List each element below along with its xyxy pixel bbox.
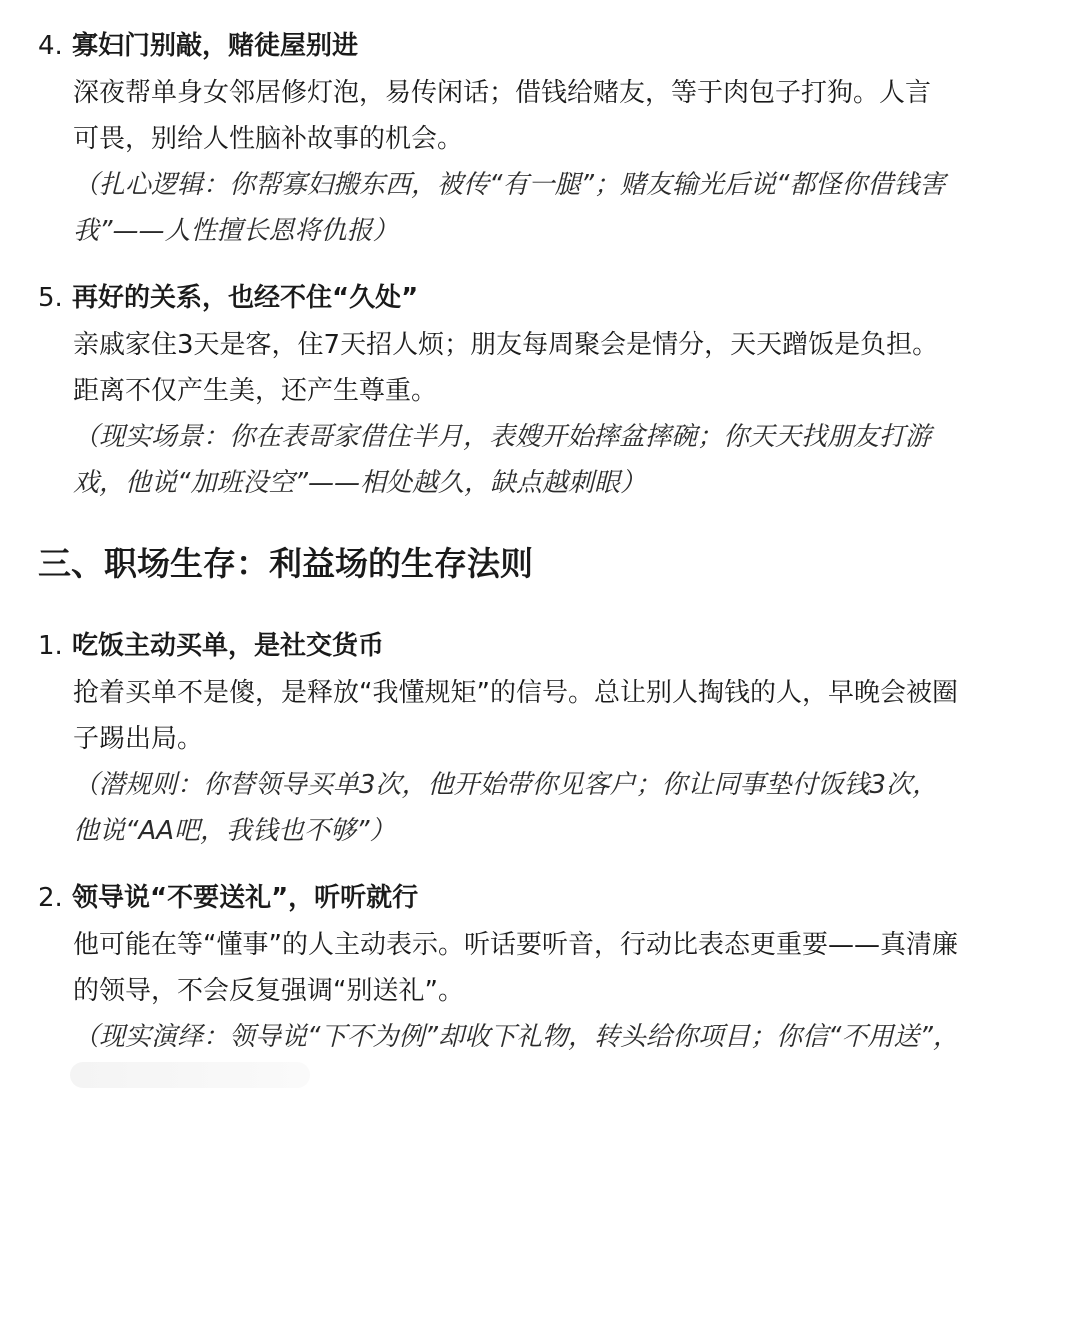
item-title-text: 再好的关系，也经不住“久处” xyxy=(72,283,419,313)
item-title-text: 吃饭主动买单，是社交货币 xyxy=(72,631,385,661)
item-number: 2. xyxy=(38,883,63,913)
list-item-2 xyxy=(38,880,1048,1060)
item-title-text: 寡妇门别敲，赌徒屋别进 xyxy=(72,31,359,61)
item-note: （现实场景：你在表哥家借住半月，表嫂开始摔盆摔碗；你天天找朋友打游 戏，他说“加班没空”——相处越久，缺点越刺眼） xyxy=(73,422,932,498)
item-note: （潜规则：你替领导买单3次，他开始带你见客户；你让同事垫付饭钱3次， 他说“AA吧，我钱也不够”） xyxy=(73,770,939,846)
item-title xyxy=(38,628,1048,664)
list-item-4 xyxy=(38,28,1048,254)
item-title xyxy=(38,280,1048,316)
item-title-text: 领导说“不要送礼”，听听就行 xyxy=(72,883,419,913)
list-item-5 xyxy=(38,280,1048,506)
faded-text-placeholder xyxy=(70,1062,310,1088)
item-body: 深夜帮单身女邻居修灯泡，易传闲话；借钱给赌友，等于肉包子打狗。人言 可畏，别给人性脑补故事的机会。 xyxy=(73,78,932,154)
item-number: 1. xyxy=(38,631,63,661)
item-body: 抢着买单不是傻，是释放“我懂规矩”的信号。总让别人掏钱的人，早晚会被圈 子踢出局。 xyxy=(73,678,958,754)
item-number: 4. xyxy=(38,31,63,61)
item-note: （现实演绎：领导说“下不为例”却收下礼物，转头给你项目；你信“不用送”， xyxy=(73,1022,959,1052)
item-number: 5. xyxy=(38,283,63,313)
item-note: （扎心逻辑：你帮寡妇搬东西，被传“有一腿”；赌友输光后说“都怪你借钱害 我”——人性擅长恩将仇报） xyxy=(73,170,946,246)
item-body: 他可能在等“懂事”的人主动表示。听话要听音，行动比表态更重要——真清廉 的领导，不会反复强调“别送礼”。 xyxy=(73,930,958,1006)
list-item-1 xyxy=(38,628,1048,854)
item-title xyxy=(38,28,1048,64)
section-heading: 三、职场生存：利益场的生存法则 xyxy=(38,544,533,583)
item-title xyxy=(38,880,1048,916)
item-body: 亲戚家住3天是客，住7天招人烦；朋友每周聚会是情分，天天蹭饭是负担。 距离不仅产生美，还产生尊重。 xyxy=(73,330,939,406)
